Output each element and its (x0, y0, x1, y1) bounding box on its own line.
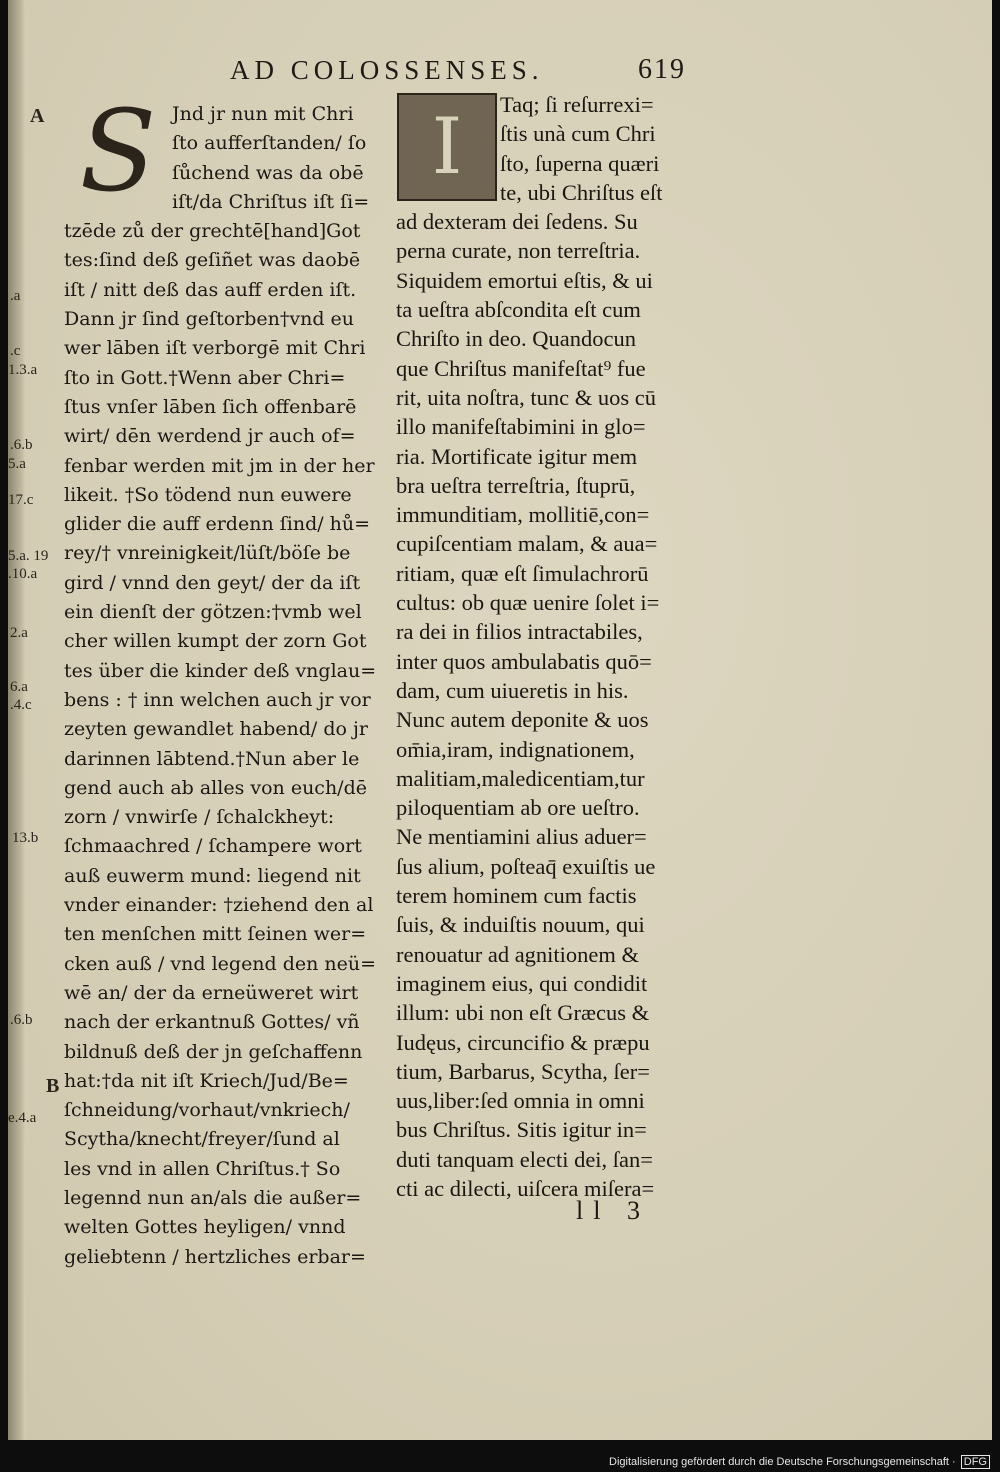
latin-column (396, 90, 716, 1203)
latin-line: imaginem eius, qui condidit (396, 970, 648, 996)
margin-note: .6.b (10, 1012, 33, 1028)
margin-note: A (30, 105, 45, 127)
latin-line: ritiam, quæ eſt ſimulachrorū (396, 560, 649, 586)
margin-note: 17.c (8, 492, 34, 508)
latin-line: ſto, ſuperna quæri (500, 150, 660, 176)
latin-line: cultus: ob quæ uenire ſolet i= (396, 590, 660, 616)
margin-note: 6.a (10, 679, 28, 695)
margin-note: .4.c (10, 697, 32, 713)
german-line: ſchneidung/vorhaut/vnkriech/ (64, 1099, 350, 1122)
latin-line: uus,liber:ſed omnia in omni (396, 1088, 645, 1114)
german-line: geliebtenn / hertzliches erbar= (64, 1245, 366, 1268)
german-line: darinnen lābtend.†Nun aber le (64, 747, 360, 770)
latin-line: tium, Barbarus, Scytha, ſer= (396, 1058, 650, 1084)
german-line: zorn / vnwirſe / ſchalckheyt: (64, 806, 335, 829)
german-line: zeyten gewandlet habend/ do jr (64, 718, 368, 741)
page-number: 619 (638, 54, 686, 85)
latin-line: Iudęus, circuncifio & præpu (396, 1029, 650, 1055)
german-line: ein dienſt der götzen:†vmb wel (64, 601, 362, 624)
latin-line: Ne mentiamini alius aduer= (396, 824, 647, 850)
german-line: glider die auff erdenn ſind/ hů= (64, 513, 371, 536)
page-gutter-shadow (8, 0, 26, 1440)
german-line: gird / vnnd den geyt/ der da iſt (64, 571, 361, 594)
german-line: tzēde zů der grechtē[hand]Got (64, 220, 361, 243)
latin-line: illo manifeſtabimini in glo= (396, 414, 646, 440)
german-line: ſchmaachred / ſchampere wort (64, 835, 362, 858)
latin-line: duti tanquam electi dei, ſan= (396, 1146, 653, 1172)
german-line: ten menſchen mitt ſeinen wer= (64, 923, 367, 946)
german-line: vnder einander: †ziehend den al (64, 894, 374, 917)
footer-text: Digitalisierung gefördert durch die Deutsche Forschungsgemeinschaft · (609, 1456, 956, 1468)
margin-note: 5.a. 19 (8, 548, 49, 564)
german-initial: S (79, 87, 157, 217)
german-line: hat:†da nit iſt Kriech/Jud/Be= (64, 1069, 349, 1092)
german-line: nach der erkantnuß Gottes/ vñ (64, 1011, 360, 1034)
latin-line: inter quos ambulabatis quō= (396, 648, 652, 674)
german-line: cken auß / vnd legend den neü= (64, 952, 377, 975)
latin-line: ad dexteram dei ſedens. Su (396, 209, 638, 235)
latin-line: ſuis, & induiſtis nouum, qui (396, 912, 645, 938)
german-line: bens : † inn welchen auch jr vor (64, 688, 371, 711)
latin-line: Chriſto in deo. Quandocun (396, 326, 636, 352)
margin-note: 5.a (8, 456, 26, 472)
german-line: iſt/da Chriſtus iſt ſi= (172, 190, 370, 213)
german-line: tes:ſind deß geſiñet was daobē (64, 249, 361, 272)
german-line: legennd nun an/als die außer= (64, 1186, 362, 1209)
margin-note: 2.a (10, 625, 28, 641)
german-line: cher willen kumpt der zorn Got (64, 630, 367, 653)
margin-note: .10.a (8, 566, 38, 582)
digitization-footer (609, 1456, 990, 1468)
margin-note: 13.b (12, 830, 39, 846)
latin-line: Siquidem emortui eſtis, & ui (396, 267, 653, 293)
latin-line: immunditiam, mollitiē,con= (396, 502, 650, 528)
latin-line: Nunc autem deponite & uos (396, 707, 649, 733)
german-line: les vnd in allen Chriſtus.† So (64, 1157, 341, 1180)
german-line: ſto aufferſtanden/ ſo (172, 132, 367, 155)
german-line: wē an/ der da erneüweret wirt (64, 981, 359, 1004)
latin-line: illum: ubi non eſt Græcus & (396, 1000, 650, 1026)
margin-note: .c (10, 343, 21, 359)
latin-line: piloquentiam ab ore ueſtro. (396, 795, 640, 821)
dfg-logo: DFG (961, 1455, 990, 1469)
german-line: fenbar werden mit jm in der her (64, 454, 375, 477)
latin-initial: I (397, 93, 497, 201)
margin-note: .a (10, 288, 21, 304)
german-line: Scytha/knecht/freyer/ſund al (64, 1128, 340, 1151)
margin-note: e.4.a (8, 1110, 37, 1126)
german-line: iſt / nitt deß das auff erden iſt. (64, 278, 357, 301)
german-line: likeit. †So tödend nun euwere (64, 483, 352, 506)
margin-note: B (46, 1075, 60, 1097)
signature-mark: ll 3 (576, 1196, 650, 1225)
german-line: rey/† vnreinigkeit/lüſt/böſe be (64, 542, 351, 565)
latin-line: terem hominem cum factis (396, 883, 637, 909)
latin-line: dam, cum uiueretis in his. (396, 677, 629, 703)
latin-line: bus Chriſtus. Sitis igitur in= (396, 1117, 647, 1143)
german-line: bildnuß deß der jn geſchaffenn (64, 1040, 363, 1063)
german-line: ſto in Gott.†Wenn aber Chri= (64, 366, 346, 389)
german-line: tes über die kinder deß vnglau= (64, 659, 377, 682)
latin-line: ſus alium, poſteaq̄ exuiſtis ue (396, 853, 656, 879)
latin-line: bra ueſtra terreſtria, ſtuprū, (396, 472, 636, 498)
margin-note: 1.3.a (8, 362, 38, 378)
german-line: auß euwerm mund: liegend nit (64, 864, 361, 887)
german-line: Jnd jr nun mit Chri (172, 103, 354, 125)
latin-line: ria. Mortificate igitur mem (396, 443, 638, 469)
german-column (64, 87, 378, 1272)
german-line: gend auch ab alles von euch/dē (64, 776, 367, 799)
latin-line: om̄ia,iram, indignationem, (396, 736, 635, 762)
latin-line: que Chriſtus manifeſtat⁹ fue (396, 355, 646, 381)
latin-line: ra dei in filios intractabiles, (396, 619, 643, 645)
latin-line: te, ubi Chriſtus eſt (500, 179, 663, 205)
german-line: wer lāben iſt verborgē mit Chri (64, 337, 366, 360)
latin-line: ta ueſtra abſcondita eſt cum (396, 297, 641, 323)
latin-line: ſtis unà cum Chri (500, 121, 656, 147)
german-line: welten Gottes heyligen/ vnnd (64, 1216, 346, 1239)
latin-line: renouatur ad agnitionem & (396, 941, 640, 967)
margin-note: .6.b (10, 437, 33, 453)
german-line: Dann jr ſind geſtorben†vnd eu (64, 308, 355, 331)
running-title: AD COLOSSENSES. (230, 55, 544, 85)
latin-line: cti ac dilecti, uiſcera miſera= (396, 1175, 655, 1201)
latin-line: malitiam,maledicentiam,tur (396, 765, 645, 791)
latin-line: perna curate, non terreſtria. (396, 238, 641, 264)
book-page (8, 0, 992, 1440)
latin-line: cupiſcentiam malam, & aua= (396, 531, 658, 557)
latin-line: rit, uita noſtra, tunc & uos cū (396, 384, 656, 410)
german-line: ſůchend was da obē (172, 161, 364, 184)
german-line: wirt/ dēn werdend jr auch of= (64, 425, 356, 448)
latin-line: Taq; ſi reſurrexi= (500, 92, 654, 117)
german-line: ſtus vnſer lāben ſich offenbarē (64, 395, 357, 418)
